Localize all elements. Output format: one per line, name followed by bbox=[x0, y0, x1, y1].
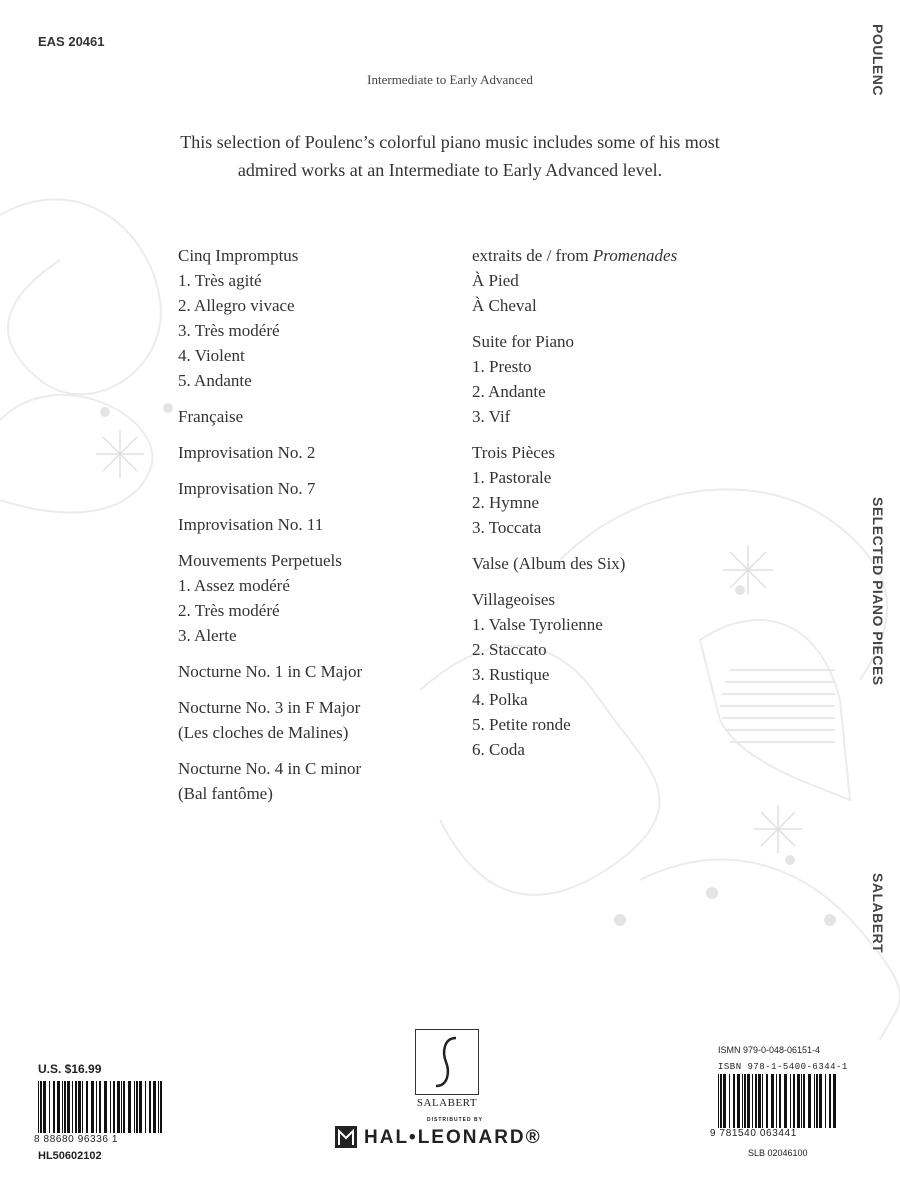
work-group bbox=[472, 440, 677, 540]
barcode-bar bbox=[771, 1074, 774, 1128]
upc-barcode bbox=[36, 1081, 166, 1133]
work-group bbox=[472, 329, 677, 429]
barcode-bar bbox=[149, 1081, 151, 1133]
barcode-bar bbox=[801, 1074, 802, 1128]
work-group bbox=[472, 587, 677, 762]
barcode-bar bbox=[86, 1081, 88, 1133]
barcode-bar bbox=[128, 1081, 131, 1133]
barcode-bar bbox=[62, 1081, 63, 1133]
barcode-bar bbox=[158, 1081, 159, 1133]
barcode-bar bbox=[752, 1074, 753, 1128]
barcode-bar bbox=[766, 1074, 768, 1128]
barcode-bar bbox=[136, 1081, 138, 1133]
work-title: Improvisation No. 11 bbox=[178, 515, 324, 534]
barcode-bar bbox=[720, 1074, 722, 1128]
promenades-title bbox=[472, 243, 677, 268]
barcode-bar bbox=[49, 1081, 50, 1133]
barcode-bar bbox=[123, 1081, 125, 1133]
work-item: 6. Coda bbox=[472, 740, 525, 759]
barcode-bar bbox=[40, 1081, 42, 1133]
price: U.S. $16.99 bbox=[38, 1062, 102, 1076]
barcode-bar bbox=[762, 1074, 763, 1128]
work-item: 3. Très modéré bbox=[178, 321, 280, 340]
work-group bbox=[178, 548, 362, 648]
barcode-bar bbox=[53, 1081, 55, 1133]
work-item: 2. Andante bbox=[472, 382, 546, 401]
barcode-bar bbox=[104, 1081, 107, 1133]
hal-leonard-wordmark: HAL•LEONARD® bbox=[364, 1127, 542, 1148]
barcode-bar bbox=[67, 1081, 70, 1133]
promenades-group bbox=[472, 243, 677, 318]
salabert-logo-label: SALABERT bbox=[416, 1097, 478, 1109]
barcode-bar bbox=[729, 1074, 730, 1128]
barcode-bar bbox=[134, 1081, 135, 1133]
barcode-bar bbox=[139, 1081, 142, 1133]
work-item: 2. Allegro vivace bbox=[178, 296, 295, 315]
work-title: Improvisation No. 7 bbox=[178, 479, 316, 498]
barcode-bar bbox=[145, 1081, 146, 1133]
work-item: 1. Pastorale bbox=[472, 468, 552, 487]
isbn: ISBN 978-1-5400-6344-1 bbox=[718, 1062, 848, 1072]
spine-title: SELECTED PIANO PIECES bbox=[870, 497, 886, 686]
edition-code: EAS 20461 bbox=[38, 34, 105, 49]
hal-leonard-mark-icon bbox=[334, 1125, 358, 1149]
barcode-bar bbox=[747, 1074, 750, 1128]
barcode-bar bbox=[96, 1081, 97, 1133]
barcode-bar bbox=[755, 1074, 757, 1128]
work-item: 3. Rustique bbox=[472, 665, 550, 684]
work-item: 1. Assez modéré bbox=[178, 576, 290, 595]
barcode-bar bbox=[718, 1074, 719, 1128]
barcode-bar bbox=[829, 1074, 831, 1128]
work-group bbox=[178, 404, 362, 429]
work-group bbox=[178, 659, 362, 684]
contents-left-column bbox=[178, 243, 362, 817]
promenades-item: À Cheval bbox=[472, 296, 537, 315]
work-group bbox=[178, 476, 362, 501]
barcode-bar bbox=[784, 1074, 787, 1128]
work-item: 3. Alerte bbox=[178, 626, 237, 645]
work-title: Villageoises bbox=[472, 590, 556, 609]
work-item: 4. Polka bbox=[472, 690, 528, 709]
work-title: Improvisation No. 2 bbox=[178, 443, 316, 462]
work-group bbox=[178, 512, 362, 537]
barcode-bar bbox=[160, 1081, 162, 1133]
description-line-1: This selection of Poulenc’s colorful piano music includes some of his most bbox=[180, 132, 720, 152]
barcode-bar bbox=[816, 1074, 818, 1128]
promenades-name: Promenades bbox=[592, 246, 678, 265]
spine-publisher: SALABERT bbox=[870, 873, 886, 954]
barcode-bar bbox=[793, 1074, 795, 1128]
work-title: Mouvements Perpetuels bbox=[178, 551, 342, 570]
work-item: 2. Très modéré bbox=[178, 601, 280, 620]
barcode-bar bbox=[113, 1081, 115, 1133]
barcode-bar bbox=[72, 1081, 73, 1133]
barcode-bar bbox=[117, 1081, 120, 1133]
work-title: Valse (Album des Six) bbox=[472, 554, 626, 573]
work-title: Trois Pièces bbox=[472, 443, 555, 462]
barcode-bar bbox=[91, 1081, 94, 1133]
barcode-bar bbox=[75, 1081, 77, 1133]
barcode-bar bbox=[808, 1074, 811, 1128]
barcode-bar bbox=[797, 1074, 800, 1128]
work-item: 3. Toccata bbox=[472, 518, 542, 537]
isbn-barcode bbox=[716, 1074, 838, 1128]
work-item: 1. Presto bbox=[472, 357, 532, 376]
barcode-bar bbox=[121, 1081, 122, 1133]
barcode-bar bbox=[78, 1081, 81, 1133]
work-title: Nocturne No. 1 in C Major bbox=[178, 662, 363, 681]
work-item: 5. Petite ronde bbox=[472, 715, 571, 734]
barcode-bar bbox=[776, 1074, 777, 1128]
hl-product-code: HL50602102 bbox=[38, 1150, 102, 1162]
work-title: Suite for Piano bbox=[472, 332, 574, 351]
work-item: 1. Valse Tyrolienne bbox=[472, 615, 603, 634]
barcode-bar bbox=[57, 1081, 60, 1133]
work-group bbox=[178, 756, 362, 806]
barcode-bar bbox=[744, 1074, 746, 1128]
promenades-prefix: extraits de / from bbox=[472, 246, 593, 265]
work-title: Nocturne No. 3 in F Major bbox=[178, 698, 361, 717]
barcode-bar bbox=[733, 1074, 735, 1128]
isbn-digits: 9 781540 063441 bbox=[710, 1128, 797, 1139]
upc-digits: 8 88680 96336 1 bbox=[34, 1134, 119, 1145]
barcode-bar bbox=[110, 1081, 111, 1133]
work-item: 1. Très agité bbox=[178, 271, 262, 290]
slb-code: SLB 02046100 bbox=[748, 1148, 808, 1158]
contents-right-column bbox=[472, 243, 677, 773]
barcode-bar bbox=[153, 1081, 156, 1133]
barcode-bar bbox=[758, 1074, 761, 1128]
description-line-2: admired works at an Intermediate to Early Advanced level. bbox=[237, 160, 663, 180]
work-group bbox=[178, 243, 362, 393]
work-group bbox=[472, 551, 677, 576]
work-group bbox=[178, 440, 362, 465]
barcode-bar bbox=[819, 1074, 822, 1128]
salabert-s-icon bbox=[416, 1030, 477, 1093]
barcode-bar bbox=[825, 1074, 826, 1128]
barcode-bar bbox=[814, 1074, 815, 1128]
salabert-logo bbox=[415, 1029, 479, 1095]
barcode-bar bbox=[803, 1074, 805, 1128]
work-title: Française bbox=[178, 407, 244, 426]
ismn: ISMN 979-0-048-06151-4 bbox=[718, 1045, 821, 1055]
work-item: 2. Staccato bbox=[472, 640, 547, 659]
barcode-bar bbox=[43, 1081, 46, 1133]
barcode-bar bbox=[64, 1081, 66, 1133]
work-group bbox=[178, 695, 362, 745]
barcode-bar bbox=[99, 1081, 101, 1133]
barcode-bar bbox=[790, 1074, 791, 1128]
work-title: Cinq Impromptus bbox=[178, 246, 299, 265]
distributed-by: DISTRIBUTED BY bbox=[427, 1117, 483, 1123]
barcode-bar bbox=[723, 1074, 726, 1128]
work-item: (Bal fantôme) bbox=[178, 784, 273, 803]
level-subtitle: Intermediate to Early Advanced bbox=[367, 72, 533, 87]
work-item: 5. Andante bbox=[178, 371, 252, 390]
spine-composer: POULENC bbox=[870, 24, 886, 96]
barcode-bar bbox=[82, 1081, 83, 1133]
barcode-bar bbox=[779, 1074, 781, 1128]
barcode-bar bbox=[737, 1074, 740, 1128]
description bbox=[160, 128, 740, 184]
barcode-bar bbox=[38, 1081, 39, 1133]
hal-leonard-logo bbox=[334, 1125, 570, 1149]
barcode-bar bbox=[742, 1074, 743, 1128]
work-item: 4. Violent bbox=[178, 346, 245, 365]
barcode-bar bbox=[833, 1074, 836, 1128]
work-title: Nocturne No. 4 in C minor bbox=[178, 759, 362, 778]
work-item: (Les cloches de Malines) bbox=[178, 723, 349, 742]
work-item: 3. Vif bbox=[472, 407, 511, 426]
promenades-item: À Pied bbox=[472, 271, 519, 290]
work-item: 2. Hymne bbox=[472, 493, 540, 512]
